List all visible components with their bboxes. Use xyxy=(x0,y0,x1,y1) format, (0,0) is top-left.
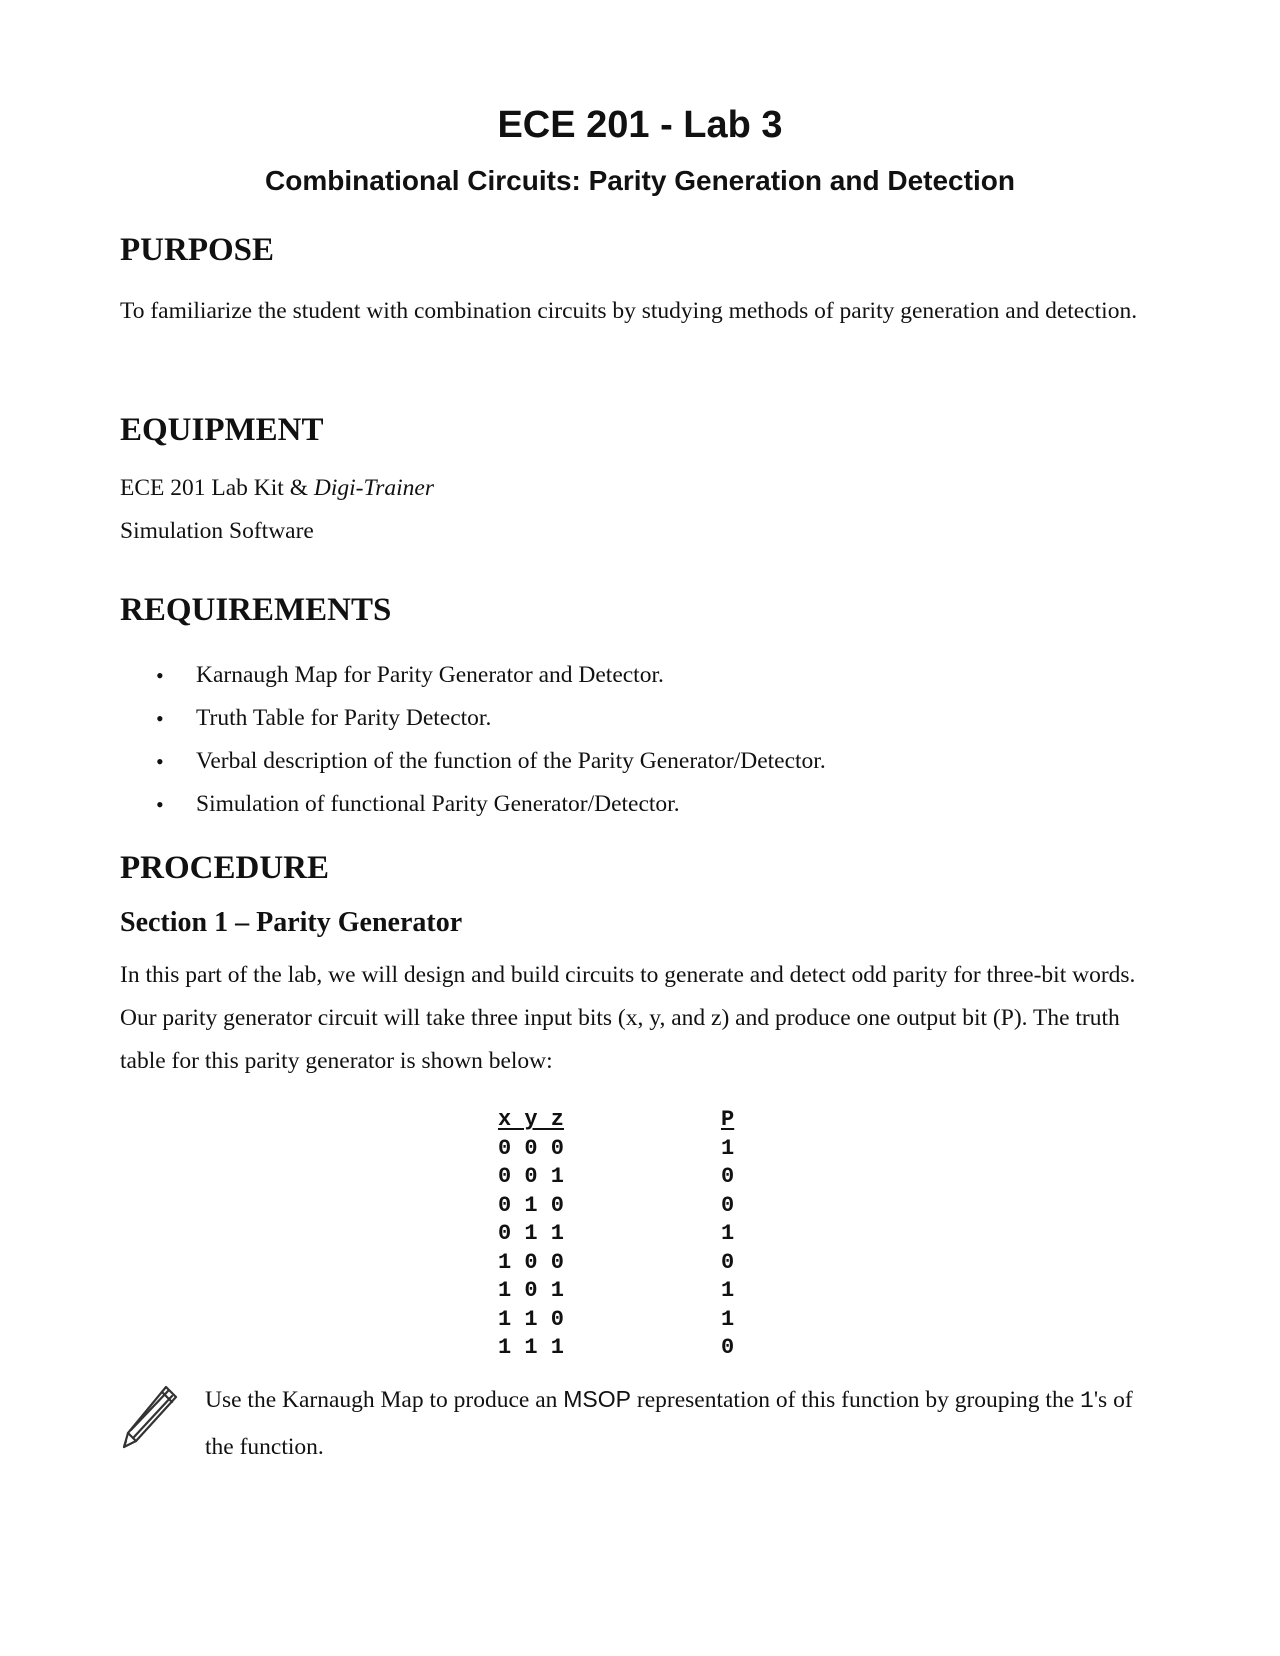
note-text xyxy=(205,1376,1165,1470)
note-msop: MSOP xyxy=(563,1386,631,1412)
truth-table-output-header: P xyxy=(721,1107,735,1132)
truth-table-output: 1 xyxy=(721,1221,735,1246)
table-row xyxy=(498,1306,761,1335)
bullet-icon: • xyxy=(156,749,164,774)
list-item xyxy=(120,697,826,740)
table-row xyxy=(498,1192,761,1221)
procedure-heading: PROCEDURE xyxy=(120,850,330,886)
purpose-text: To familiarize the student with combination circuits by studying methods of parity generation and detection. xyxy=(120,298,1138,324)
truth-table-inputs: 0 0 0 xyxy=(498,1135,565,1161)
list-item-text: Karnaugh Map for Parity Generator and Detector. xyxy=(196,662,664,688)
section-1-heading: Section 1 – Parity Generator xyxy=(120,907,463,938)
list-item xyxy=(120,740,826,783)
truth-table-output: 0 xyxy=(721,1249,735,1275)
equipment-heading: EQUIPMENT xyxy=(120,412,324,448)
purpose-heading: PURPOSE xyxy=(120,232,275,268)
truth-table-inputs: 1 0 0 xyxy=(498,1249,565,1275)
equipment-line-1 xyxy=(120,473,434,503)
table-row xyxy=(498,1135,761,1164)
table-row xyxy=(498,1249,761,1278)
table-row xyxy=(498,1334,761,1363)
section-1-text: In this part of the lab, we will design and build circuits to generate and detect odd parity for three-bit words. Our parity generator circuit will take three input bits (x, y, and z) and produce one output bit (P). The truth table for this parity generator is shown below: xyxy=(120,962,1136,1074)
table-row xyxy=(498,1277,761,1306)
document-title: ECE 201 - Lab 3 xyxy=(497,104,783,146)
note-text-part-1: Use the Karnaugh Map to produce an xyxy=(205,1387,564,1413)
truth-table-output: 0 xyxy=(721,1192,735,1218)
bullet-icon: • xyxy=(156,706,164,731)
bullet-icon: • xyxy=(156,663,164,688)
truth-table-header xyxy=(498,1106,761,1135)
note-text-part-5: 's of the function. xyxy=(205,1387,1133,1460)
table-row xyxy=(498,1163,761,1192)
truth-table-output: 1 xyxy=(721,1278,735,1303)
truth-table-output: 1 xyxy=(721,1135,735,1161)
bullet-icon: • xyxy=(156,792,164,817)
document-subtitle: Combinational Circuits: Parity Generation and Detection xyxy=(265,165,1015,196)
truth-table xyxy=(498,1106,761,1363)
list-item-text: Simulation of functional Parity Generator/Detector. xyxy=(196,791,680,817)
list-item-text: Verbal description of the function of the Parity Generator/Detector. xyxy=(196,748,826,774)
truth-table-input-header: x y z xyxy=(498,1107,565,1132)
equipment-kit-text: ECE 201 Lab Kit & xyxy=(120,475,314,501)
list-item-text: Truth Table for Parity Detector. xyxy=(196,705,492,731)
equipment-trainer-text: Digi-Trainer xyxy=(313,475,434,501)
truth-table-inputs: 1 0 1 xyxy=(498,1278,565,1303)
truth-table-output: 1 xyxy=(721,1306,735,1332)
truth-table-inputs: 0 1 1 xyxy=(498,1221,565,1246)
requirements-list xyxy=(120,654,826,826)
note-text-part-3: representation of this function by grouping the xyxy=(631,1387,1081,1413)
pencil-icon xyxy=(120,1383,182,1453)
requirements-heading: REQUIREMENTS xyxy=(120,592,392,628)
equipment-line-2: Simulation Software xyxy=(120,518,314,544)
truth-table-inputs: 1 1 0 xyxy=(498,1306,565,1332)
truth-table-output: 0 xyxy=(721,1164,735,1189)
list-item xyxy=(120,654,826,697)
list-item xyxy=(120,783,826,826)
truth-table-inputs: 0 1 0 xyxy=(498,1192,565,1218)
truth-table-inputs: 0 0 1 xyxy=(498,1164,565,1189)
table-row xyxy=(498,1220,761,1249)
truth-table-inputs: 1 1 1 xyxy=(498,1335,565,1360)
note-ones: 1 xyxy=(1080,1388,1094,1414)
truth-table-output: 0 xyxy=(721,1335,735,1360)
